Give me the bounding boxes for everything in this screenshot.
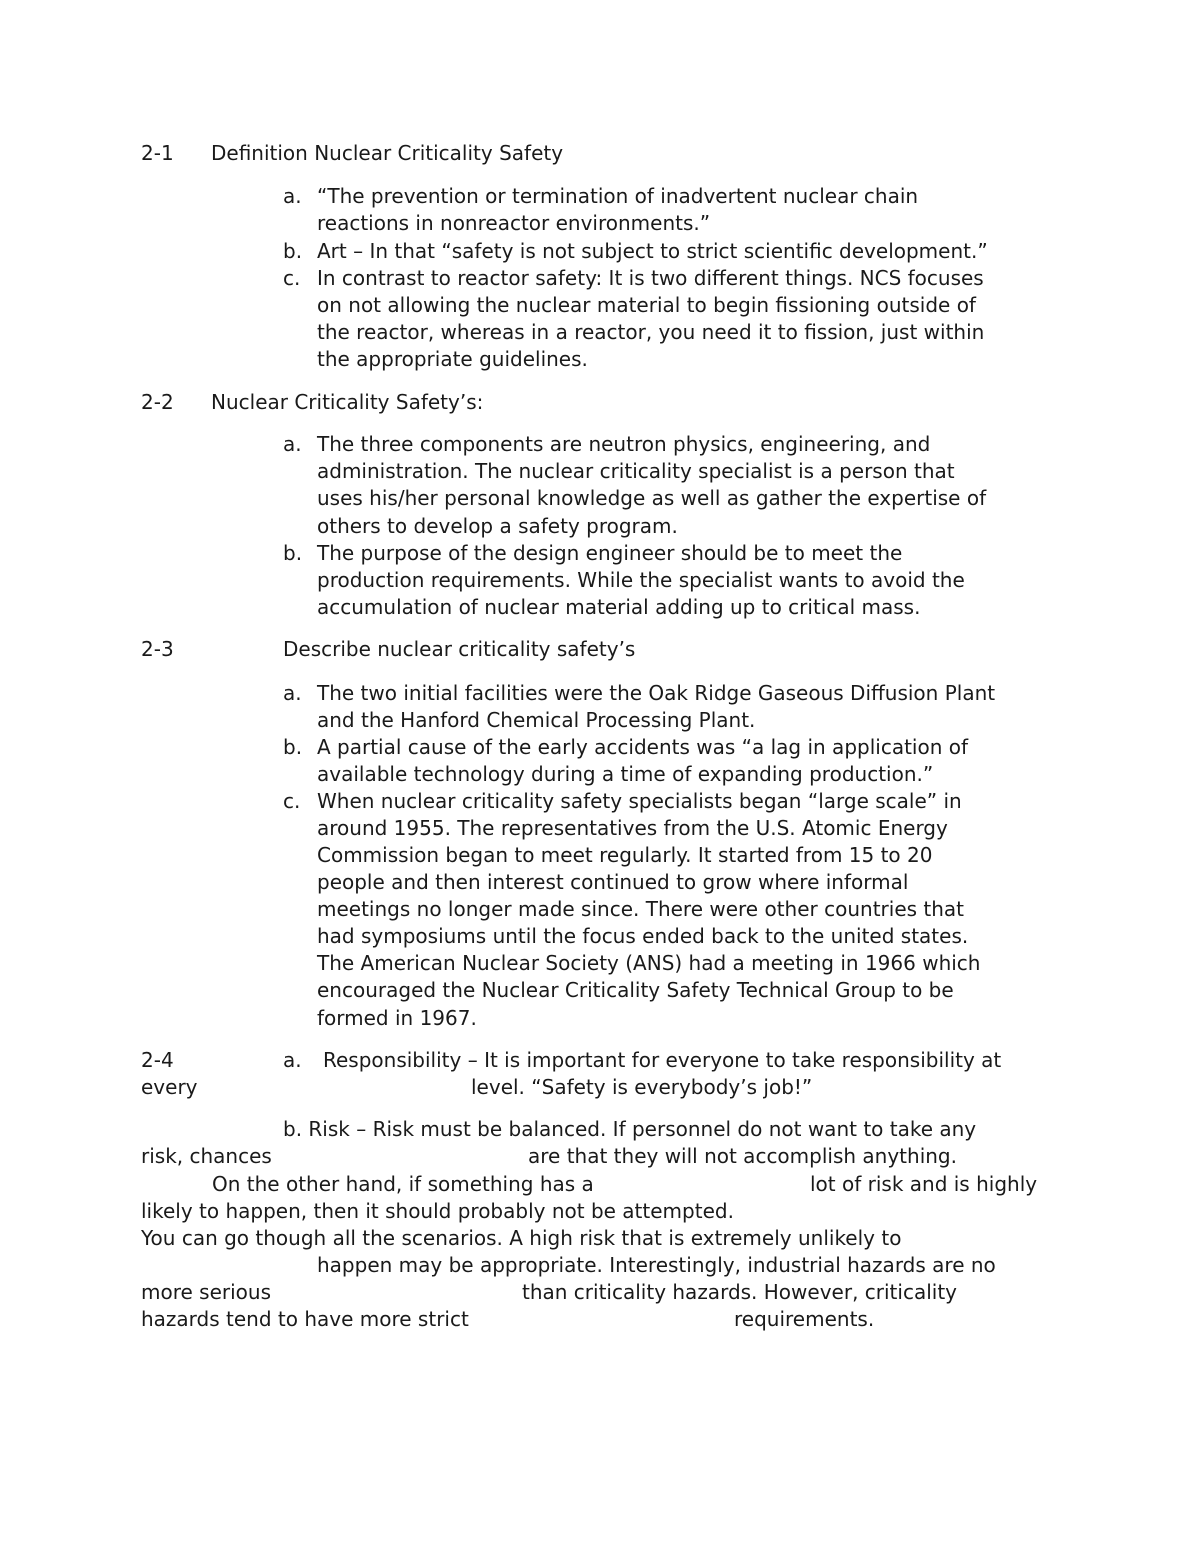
item-text-line: on not allowing the nuclear material to begin fissioning outside of — [317, 293, 976, 317]
section-number: 2-2 — [141, 390, 174, 414]
item-marker: c. — [283, 789, 301, 813]
item-text-line: The purpose of the design engineer should be to meet the — [317, 541, 903, 565]
item-text-line: likely to happen, then it should probably not be attempted. — [141, 1199, 734, 1223]
item-marker: b. — [283, 541, 303, 565]
item-text-line: Commission began to meet regularly. It started from 15 to 20 — [317, 843, 933, 867]
item-text-line: production requirements. While the specialist wants to avoid the — [317, 568, 965, 592]
item-text-line: administration. The nuclear criticality specialist is a person that — [317, 459, 955, 483]
item-text-line: A partial cause of the early accidents was “a lag in application of — [317, 735, 969, 759]
item-marker: b. — [283, 239, 303, 263]
item-text-line: available technology during a time of expanding production.” — [317, 762, 934, 786]
item-text-line: Art – In that “safety is not subject to strict scientific development.” — [317, 239, 988, 263]
item-text-line: happen may be appropriate. Interestingly, industrial hazards are no — [317, 1253, 996, 1277]
item-text-line: The two initial facilities were the Oak Ridge Gaseous Diffusion Plant — [317, 681, 996, 705]
item-text-line: You can go though all the scenarios. A high risk that is extremely unlikely to — [141, 1226, 902, 1250]
item-text-line: people and then interest continued to grow where informal — [317, 870, 909, 894]
item-marker: a. — [283, 1048, 302, 1072]
item-text-line: meetings no longer made since. There were other countries that — [317, 897, 965, 921]
item-marker: a. — [283, 681, 302, 705]
item-text-line: risk, chances — [141, 1144, 272, 1168]
item-text-line: had symposiums until the focus ended back to the united states. — [317, 924, 969, 948]
item-marker: b. — [283, 735, 303, 759]
item-text-line: requirements. — [734, 1307, 875, 1331]
item-text-line: reactions in nonreactor environments.” — [317, 211, 711, 235]
item-text-line: level. “Safety is everybody’s job!” — [471, 1075, 813, 1099]
item-text-line: The American Nuclear Society (ANS) had a meeting in 1966 which — [317, 951, 981, 975]
section-number: 2-1 — [141, 141, 174, 165]
item-text-line: around 1955. The representatives from the U.S. Atomic Energy — [317, 816, 948, 840]
item-text-line: every — [141, 1075, 198, 1099]
item-text-line: “The prevention or termination of inadvertent nuclear chain — [317, 184, 919, 208]
item-text-line: formed in 1967. — [317, 1006, 477, 1030]
item-text-line: and the Hanford Chemical Processing Plant. — [317, 708, 756, 732]
item-text-line: Responsibility – It is important for everyone to take responsibility at — [323, 1048, 1002, 1072]
section-number: 2-4 — [141, 1048, 174, 1072]
section-title: Describe nuclear criticality safety’s — [283, 637, 636, 661]
item-text-line: the reactor, whereas in a reactor, you need it to fission, just within — [317, 320, 985, 344]
section-title: Nuclear Criticality Safety’s: — [211, 390, 484, 414]
item-text-line: hazards tend to have more strict — [141, 1307, 469, 1331]
item-text-line: others to develop a safety program. — [317, 514, 678, 538]
item-text-line: the appropriate guidelines. — [317, 347, 588, 371]
item-text-line: lot of risk and is highly — [810, 1172, 1038, 1196]
item-text-line: On the other hand, if something has a — [212, 1172, 594, 1196]
item-text-line: The three components are neutron physics, engineering, and — [317, 432, 931, 456]
item-text-line: b. Risk – Risk must be balanced. If personnel do not want to take any — [283, 1117, 977, 1141]
item-text-line: are that they will not accomplish anything. — [528, 1144, 957, 1168]
item-text-line: encouraged the Nuclear Criticality Safety Technical Group to be — [317, 978, 954, 1002]
item-marker: c. — [283, 266, 301, 290]
item-marker: a. — [283, 184, 302, 208]
item-text-line: In contrast to reactor safety: It is two different things. NCS focuses — [317, 266, 984, 290]
section-title: Definition Nuclear Criticality Safety — [211, 141, 564, 165]
item-text-line: accumulation of nuclear material adding up to critical mass. — [317, 595, 921, 619]
item-text-line: than criticality hazards. However, criticality — [522, 1280, 957, 1304]
item-text-line: more serious — [141, 1280, 271, 1304]
item-marker: a. — [283, 432, 302, 456]
section-number: 2-3 — [141, 637, 174, 661]
item-text-line: When nuclear criticality safety specialists began “large scale” in — [317, 789, 962, 813]
item-text-line: uses his/her personal knowledge as well as gather the expertise of — [317, 486, 987, 510]
